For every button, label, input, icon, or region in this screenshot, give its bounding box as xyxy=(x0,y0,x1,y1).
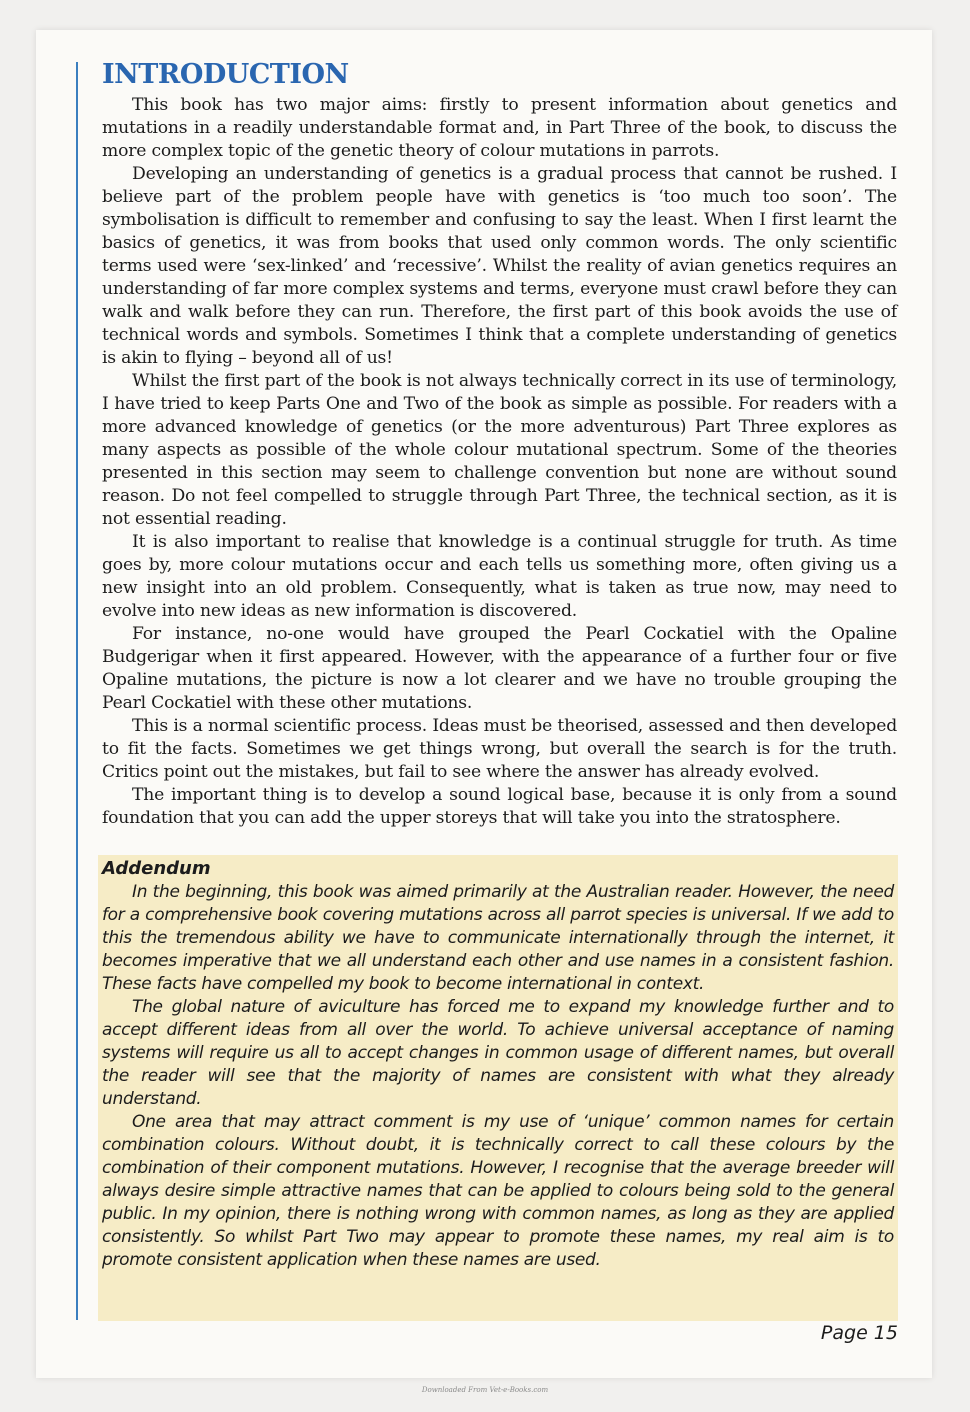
addendum-box xyxy=(98,855,898,1321)
addendum-paragraph-1: In the beginning, this book was aimed primarily at the Australian reader. However, the need for a comprehensive book covering mutations across all parrot species is universal. If we add to this the tremendous ability we have to communicate internationally through the internet, it becomes imperative that we all understand each other and use names in a consistent fashion. These facts have compelled my book to become international in context. xyxy=(102,882,894,994)
watermark: Downloaded From Vet-e-Books.com xyxy=(421,1386,549,1394)
intro-paragraph-3: Whilst the first part of the book is not always technically correct in its use of terminology, I have tried to keep Parts One and Two of the book as simple as possible. For readers with a more advanced knowledge of genetics (or the more adventurous) Part Three explores as many aspects as possible of the whole colour mutational spectrum. Some of the theories presented in this section may seem to challenge convention but none are without sound reason. Do not feel compelled to struggle through Part Three, the technical section, as it is not essential reading. xyxy=(102,371,897,529)
main-text xyxy=(102,58,897,830)
page-number: Page 15 xyxy=(820,1322,898,1344)
intro-paragraph-7: The important thing is to develop a sound logical base, because it is only from a sound foundation that you can add the upper storeys that will take you into the stratosphere. xyxy=(102,785,897,828)
addendum-paragraph-2: The global nature of aviculture has forced me to expand my knowledge further and to accept different ideas from all over the world. To achieve universal acceptance of naming systems will require us all to accept changes in common usage of different names, but overall the reader will see that the majority of names are consistent with what they already understand. xyxy=(102,997,894,1109)
intro-paragraph-2: Developing an understanding of genetics is a gradual process that cannot be rushed. I believe part of the problem people have with genetics is ‘too much too soon’. The symbolisation is difficult to remember and confusing to say the least. When I first learnt the basics of genetics, it was from books that used only common words. The only scientific terms used were ‘sex-linked’ and ‘recessive’. Whilst the reality of avian genetics requires an understanding of far more complex systems and terms, everyone must crawl before they can walk and walk before they can run. Therefore, the first part of this book avoids the use of technical words and symbols. Sometimes I think that a complete understanding of genetics is akin to flying – beyond all of us! xyxy=(102,164,897,368)
addendum-heading: Addendum xyxy=(102,858,211,879)
page-title: INTRODUCTION xyxy=(102,59,349,90)
intro-paragraph-1: This book has two major aims: firstly to present information about genetics and mutations in a readily understandable format and, in Part Three of the book, to discuss the more complex topic of the genetic theory of colour mutations in parrots. xyxy=(102,95,897,161)
addendum-paragraph-3: One area that may attract comment is my use of ‘unique’ common names for certain combination colours. Without doubt, it is technically correct to call these colours by the combination of their component mutations. However, I recognise that the average breeder will always desire simple attractive names that can be applied to colours being sold to the general public. In my opinion, there is nothing wrong with common names, as long as they are applied consistently. So whilst Part Two may appear to promote these names, my real aim is to promote consistent application when these names are used. xyxy=(102,1112,894,1270)
intro-paragraph-6: This is a normal scientific process. Ideas must be theorised, assessed and then developed to fit the facts. Sometimes we get things wrong, but overall the search is for the truth. Critics point out the mistakes, but fail to see where the answer has already evolved. xyxy=(102,716,897,782)
margin-rule xyxy=(76,62,78,1320)
intro-paragraph-4: It is also important to realise that knowledge is a continual struggle for truth. As time goes by, more colour mutations occur and each tells us something more, often giving us a new insight into an old problem. Consequently, what is taken as true now, may need to evolve into new ideas as new information is discovered. xyxy=(102,532,897,621)
intro-paragraph-5: For instance, no-one would have grouped the Pearl Cockatiel with the Opaline Budgerigar when it first appeared. However, with the appearance of a further four or five Opaline mutations, the picture is now a lot clearer and we have no trouble grouping the Pearl Cockatiel with these other mutations. xyxy=(102,624,897,713)
